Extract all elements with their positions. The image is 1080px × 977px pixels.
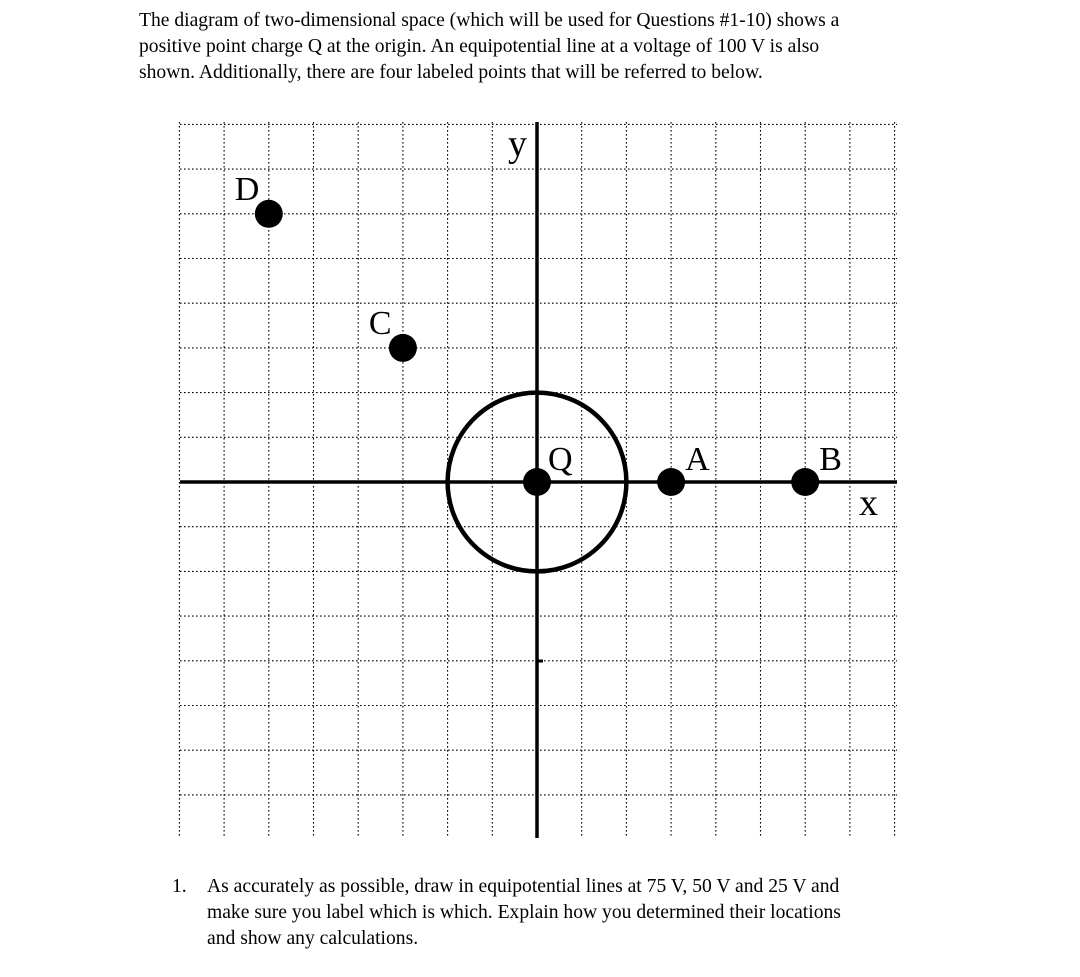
- x-axis-label: x: [859, 482, 878, 524]
- point-c-label: C: [368, 304, 392, 342]
- question-number: 1.: [172, 876, 187, 897]
- question-line-3: and show any calculations.: [207, 928, 419, 949]
- point-a-label: A: [685, 441, 710, 478]
- point-a-marker: [657, 468, 685, 496]
- intro-line-1: The diagram of two-dimensional space (which will be used for Questions #1-10) shows a: [139, 10, 840, 31]
- charge-q-marker: [523, 468, 551, 496]
- intro-line-3: shown. Additionally, there are four labeled points that will be referred to below.: [139, 62, 763, 83]
- y-axis-label: y: [508, 123, 527, 165]
- intro-line-2: positive point charge Q at the origin. An equipotential line at a voltage of 100 V is also: [139, 36, 820, 57]
- point-b-marker: [791, 468, 819, 496]
- charge-q-label: Q: [548, 441, 573, 478]
- point-c-marker: [389, 334, 417, 362]
- question-line-2: make sure you label which is which. Explain how you determined their locations: [207, 902, 841, 923]
- point-b-label: B: [819, 441, 842, 478]
- question-text: [207, 874, 972, 952]
- point-d-label: D: [234, 170, 260, 208]
- question-line-1: As accurately as possible, draw in equipotential lines at 75 V, 50 V and 25 V and: [207, 876, 840, 897]
